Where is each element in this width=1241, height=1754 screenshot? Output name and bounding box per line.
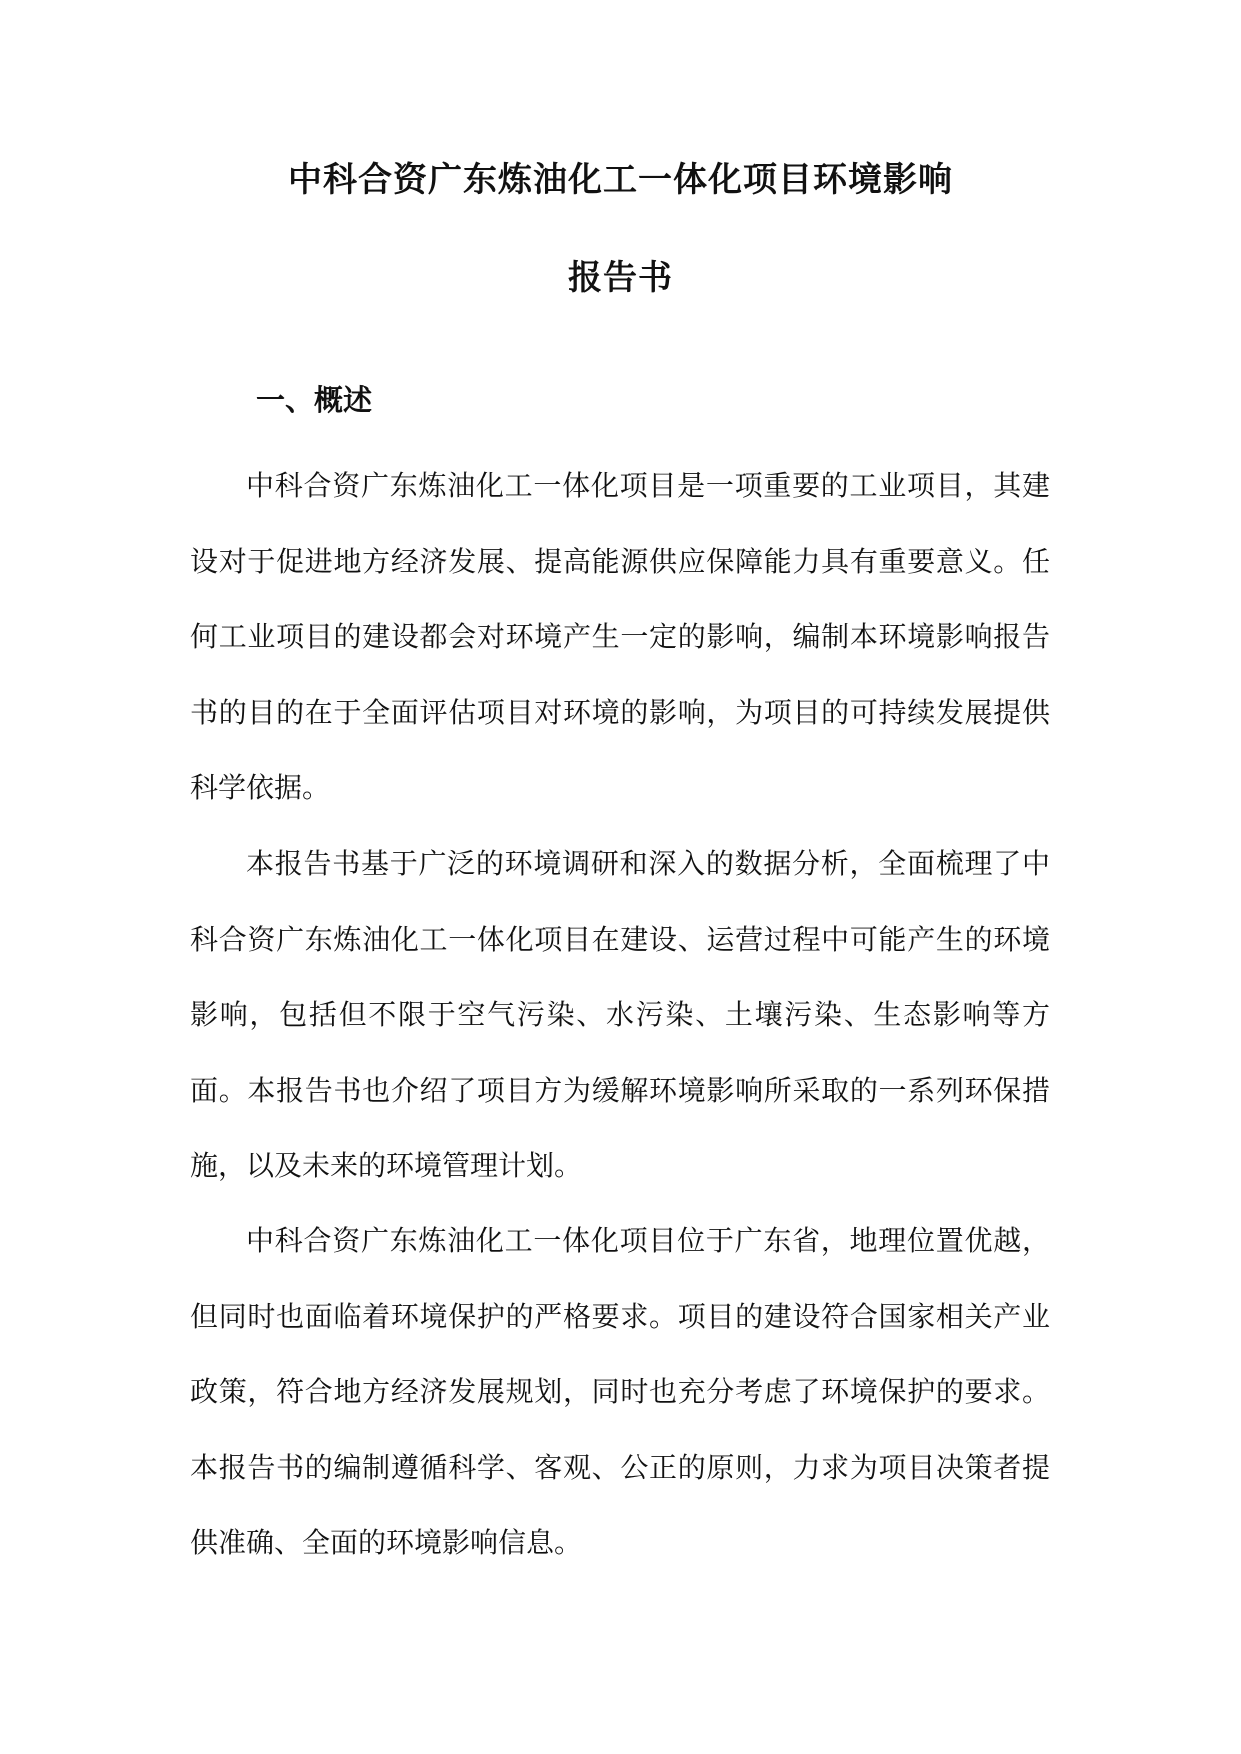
body-paragraph: 中科合资广东炼油化工一体化项目是一项重要的工业项目，其建设对于促进地方经济发展、提高能源供应保障能力具有重要意义。任何工业项目的建设都会对环境产生一定的影响，编制本环境影响报告书的目的在于全面评估项目对环境的影响，为项目的可持续发展提供科学依据。 [190,469,1050,804]
document-title-line-2: 报告书 [568,258,673,298]
section-heading: 一、概述 [256,383,373,417]
document-title-line-1: 中科合资广东炼油化工一体化项目环境影响 [288,160,953,200]
body-paragraph: 本报告书基于广泛的环境调研和深入的数据分析，全面梳理了中科合资广东炼油化工一体化项目在建设、运营过程中可能产生的环境影响，包括但不限于空气污染、水污染、土壤污染、生态影响等方面。本报告书也介绍了项目方为缓解环境影响所采取的一系列环保措施，以及未来的环境管理计划。 [190,847,1050,1182]
body-paragraph: 中科合资广东炼油化工一体化项目位于广东省，地理位置优越，但同时也面临着环境保护的严格要求。项目的建设符合国家相关产业政策，符合地方经济发展规划，同时也充分考虑了环境保护的要求。本报告书的编制遵循科学、客观、公正的原则，力求为项目决策者提供准确、全面的环境影响信息。 [190,1224,1050,1559]
